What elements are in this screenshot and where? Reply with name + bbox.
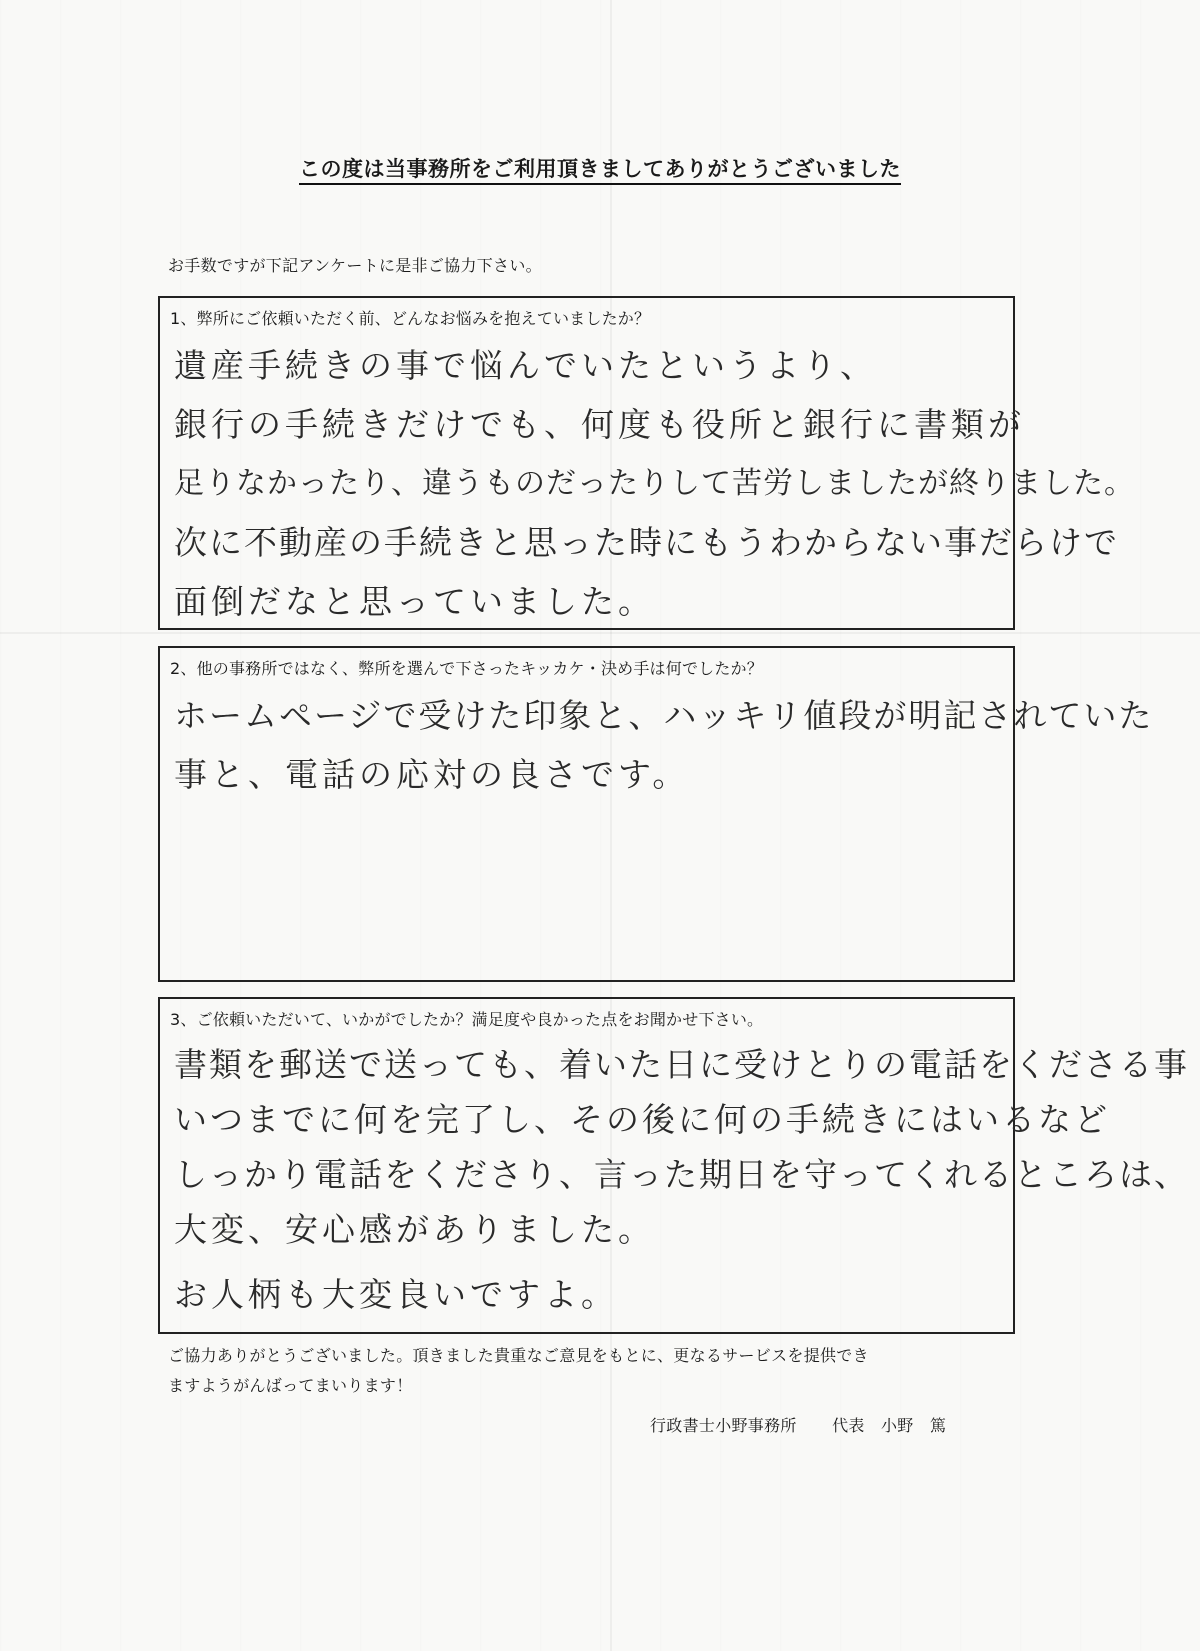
question-label: 2、他の事務所ではなく、弊所を選んで下さったキッカケ・決め手は何でしたか？ [170,659,763,678]
representative-name: 代表 小野 篤 [832,1416,947,1435]
title-text: この度は当事務所をご利用頂きましてありがとうございました [299,157,901,185]
paper-fold-line [0,632,1200,634]
page-title [0,153,1200,183]
answer-line: 事と、電話の応対の良さです。 [174,755,690,794]
answer-line: 次に不動産の手続きと思った時にもうわからない事だらけで [174,523,1119,562]
closing-line: ますようがんばってまいります！ [168,1376,413,1395]
answer-line: 銀行の手続きだけでも、何度も役所と銀行に書類が [174,405,1025,444]
handwritten-answer [174,336,1135,631]
handwritten-answer [174,1037,1189,1322]
office-name: 行政書士小野事務所 [650,1416,797,1435]
answer-line: 足りなかったり、違うものだったりして苦労しましたが終りました。 [174,466,1135,501]
answer-line: 書類を郵送で送っても、着いた日に受けとりの電話をくださる事 [174,1045,1189,1084]
closing-message [168,1341,869,1401]
intro-text: お手数ですが下記アンケートに是非ご協力下さい。 [168,256,542,275]
question-label: 1、弊所にご依頼いただく前、どんなお悩みを抱えていましたか？ [170,309,651,328]
question-label: 3、ご依頼いただいて、いかがでしたか？満足度や良かった点をお聞かせ下さい。 [170,1010,764,1029]
question-box-2 [158,646,1154,982]
answer-line: 遺産手続きの事で悩んでいたというより、 [174,346,877,385]
answer-line: 大変、安心感がありました。 [174,1210,655,1249]
answer-line: ホームページで受けた印象と、ハッキリ値段が明記されていた [174,696,1154,735]
question-box-3 [158,997,1189,1334]
handwritten-answer [174,686,1154,804]
answer-line: 面倒だなと思っていました。 [174,582,655,621]
signature [650,1413,946,1436]
answer-line: しっかり電話をくださり、言った期日を守ってくれるところは、 [174,1155,1189,1194]
question-box-1 [158,296,1135,630]
answer-line: いつまでに何を完了し、その後に何の手続きにはいるなど [174,1100,1110,1139]
closing-line: ご協力ありがとうございました。頂きました貴重なご意見をもとに、更なるサービスを提供でき [168,1346,869,1365]
answer-line: お人柄も大変良いですよ。 [174,1275,618,1314]
